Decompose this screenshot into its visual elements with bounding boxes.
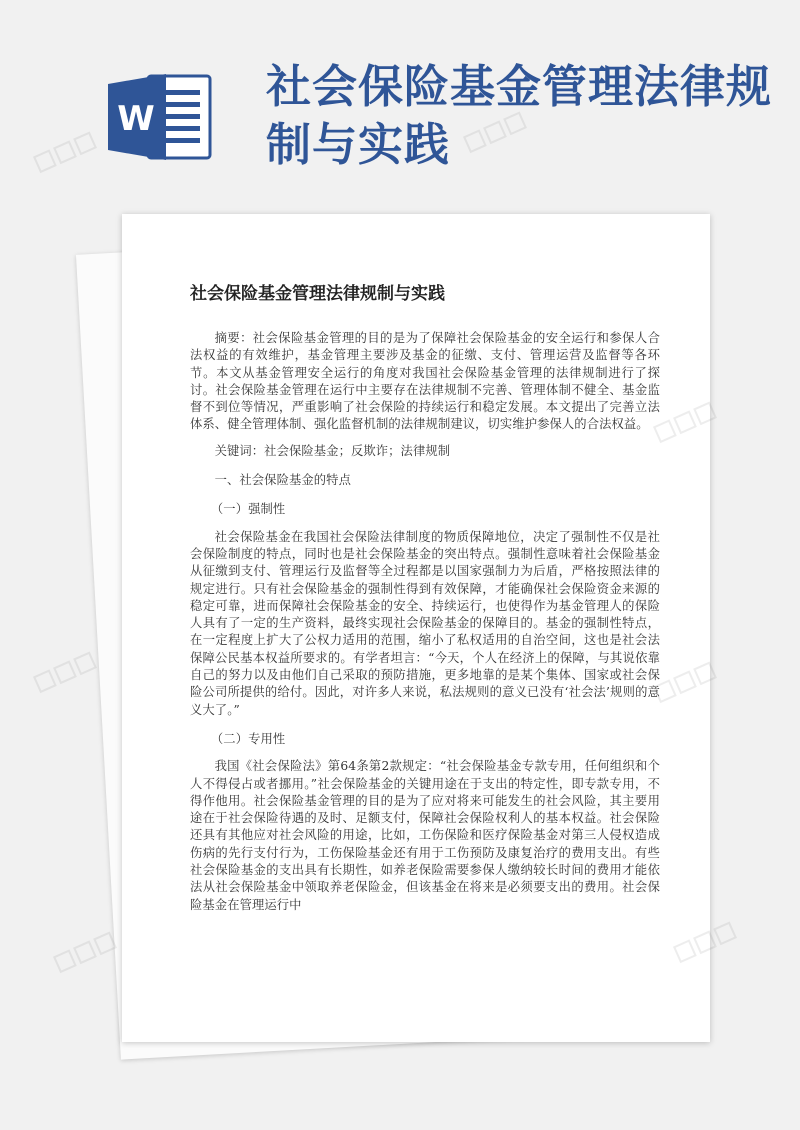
document-title: 社会保险基金管理法律规制与实践 (190, 284, 445, 304)
word-document-icon (108, 74, 212, 160)
compulsory-paragraph: 社会保险基金在我国社会保险法律制度的物质保障地位，决定了强制性不仅是社会保险制度的特点，同时也是社会保险基金的突出特点。强制性意味着社会保险基金从征缴到支付、管理运行及监督等全过程都是以国家强制力为后盾，严格按照法律的规定进行。只有社会保险基金的强制性得到有效保障，才能确保社会保险资金来源的稳定可靠，进而保障社会保险基金的安全、持续运行，也使得作为基金管理人的保险人具有了一定的生产资料，最终实现社会保险基金的保障目的。基金的强制性特点，在一定程度上扩大了公权力适用的范围，缩小了私权适用的自治空间，这也是社会法保障公民基本权益所要求的。有学者坦言：“今天，个人在经济上的保障，与其说依靠自己的努力以及由他们自己采取的预防措施，更多地靠的是某个集体、国家或社会保险公司所提供的给付。因此，对许多人来说，私法规则的意义已没有‘社会法’规则的意义大了。” (190, 529, 660, 717)
dedicated-paragraph: 我国《社会保险法》第64条第2款规定：“社会保险基金专款专用，任何组织和个人不得侵占或者挪用。”社会保险基金的关键用途在于支出的特定性，即专款专用，不得作他用。社会保险基金管理的目的是为了应对将来可能发生的社会风险，其主要用途在于社会保险待遇的及时、足额支付，保障社会保险权利人的基本权益。社会保险还具有其他应对社会风险的用途，比如，工伤保险和医疗保险基金对第三人侵权造成伤病的先行支付行为，工伤保险基金还有用于工伤预防及康复治疗的费用支出。有些社会保险基金的支出具有长期性，如养老保险需要参保人缴纳较长时间的费用才能依法从社会保险基金中领取养老保险金，但该基金在将来是必须要支出的费用。社会保险基金在管理运行中 (190, 759, 660, 912)
section-heading: 一、社会保险基金的特点 (214, 473, 351, 488)
banner-header (0, 0, 800, 200)
keywords-line: 关键词：社会保险基金；反欺诈；法律规制 (214, 443, 451, 458)
subsection-heading-compulsory: （一）强制性 (210, 502, 286, 517)
banner-title: 社会保险基金管理法律规制与实践 (266, 60, 773, 171)
abstract-paragraph: 摘要：社会保险基金管理的目的是为了保障社会保险基金的安全运行和参保人合法权益的有效维护，基金管理主要涉及基金的征缴、支付、管理运营及监督等各环节。本文从基金管理安全运行的角度对我国社会保险基金管理的法律规制进行了探讨。社会保险基金管理在运行中主要存在法律规制不完善、管理体制不健全、基金监督不到位等情况，严重影响了社会保险的持续运行和稳定发展。本文提出了完善立法体系、健全管理体制、强化监督机制的法律规制建议，切实维护参保人的合法权益。 (190, 331, 660, 432)
subsection-heading-dedicated: （二）专用性 (210, 731, 286, 746)
document-body (190, 330, 660, 914)
document-page (122, 214, 710, 1042)
word-icon-letter: W (117, 99, 155, 139)
